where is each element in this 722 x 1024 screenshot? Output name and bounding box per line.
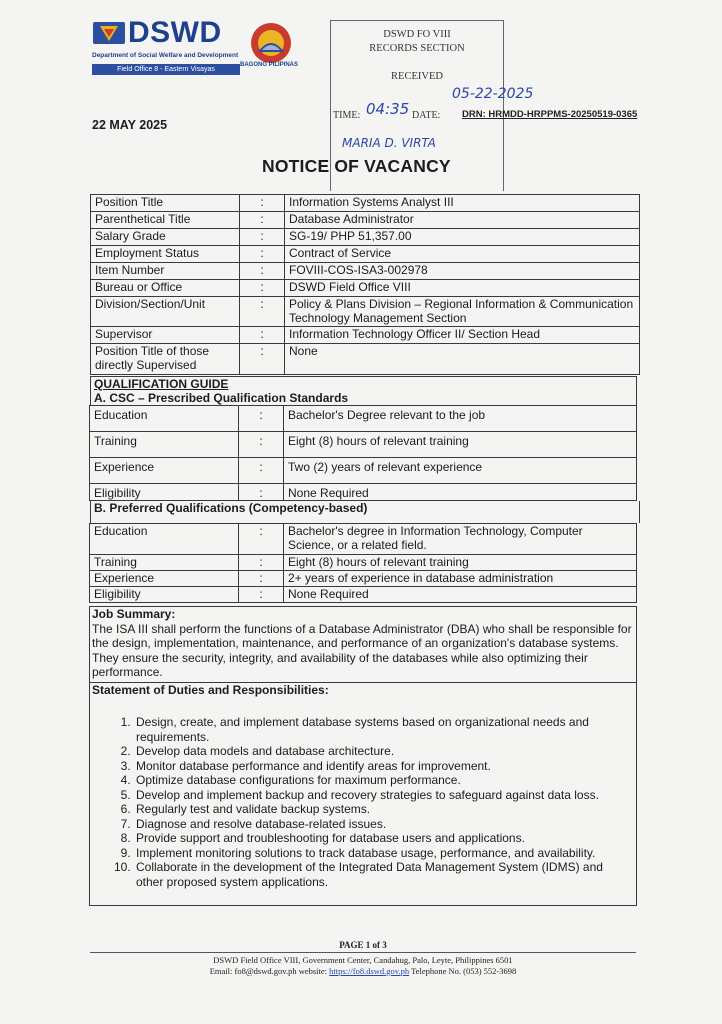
row-colon: : <box>240 280 285 297</box>
list-item: 4. Optimize database configurations for maximum performance. <box>134 773 624 788</box>
table-row <box>90 587 637 603</box>
row-label: Experience <box>90 458 239 484</box>
stamp-date-handwritten: 05-22-2025 <box>452 86 534 102</box>
row-value: Information Systems Analyst III <box>285 195 640 212</box>
row-value: Information Technology Officer II/ Section Head <box>285 327 640 344</box>
row-label: Division/Section/Unit <box>91 297 240 327</box>
qualification-guide-section <box>90 376 637 405</box>
row-value: Eight (8) hours of relevant training <box>284 432 637 458</box>
logo-field-office-bar: Field Office 8 - Eastern Visayas <box>92 64 240 75</box>
row-colon: : <box>240 195 285 212</box>
row-label: Eligibility <box>90 587 239 603</box>
duties-heading: Statement of Duties and Responsibilities: <box>90 682 636 698</box>
stamp-received: RECEIVED <box>391 71 443 82</box>
row-value: Eight (8) hours of relevant training <box>284 555 637 571</box>
stamp-section: RECORDS SECTION <box>369 43 465 54</box>
row-colon: : <box>239 524 284 555</box>
footer-phone: Telephone No. (053) 552-3698 <box>409 966 517 976</box>
stamp-time-handwritten: 04:35 <box>366 100 410 118</box>
row-label: Training <box>90 432 239 458</box>
row-label: Salary Grade <box>91 229 240 246</box>
position-details-table <box>90 194 640 375</box>
job-summary-section <box>89 606 637 906</box>
stamp-office: DSWD FO VIII <box>383 29 451 40</box>
row-value: Policy & Plans Division – Regional Information & Communication Technology Management Section <box>285 297 640 327</box>
row-colon: : <box>240 246 285 263</box>
stamp-time-label: TIME: <box>333 110 361 121</box>
list-item: 6. Regularly test and validate backup systems. <box>134 802 624 817</box>
row-label: Experience <box>90 571 239 587</box>
table-row <box>90 524 637 555</box>
row-label: Education <box>90 524 239 555</box>
list-item: 1. Design, create, and implement database systems based on organizational needs and requirements. <box>134 715 624 744</box>
table-row <box>91 280 640 297</box>
row-colon: : <box>240 263 285 280</box>
table-row <box>90 406 637 432</box>
row-value: None <box>285 344 640 375</box>
row-colon: : <box>239 432 284 458</box>
csc-standards-heading: A. CSC – Prescribed Qualification Standards <box>94 391 349 405</box>
list-item: 10. Collaborate in the development of the Integrated Data Management System (IDMS) and other proposed system applications. <box>134 860 624 889</box>
row-label: Item Number <box>91 263 240 280</box>
row-label: Parenthetical Title <box>91 212 240 229</box>
table-row <box>91 229 640 246</box>
row-colon: : <box>239 458 284 484</box>
table-row <box>90 571 637 587</box>
table-row <box>90 458 637 484</box>
row-value: Two (2) years of relevant experience <box>284 458 637 484</box>
row-value: DSWD Field Office VIII <box>285 280 640 297</box>
dswd-logo <box>92 18 242 76</box>
table-row <box>91 195 640 212</box>
table-row <box>91 212 640 229</box>
row-colon: : <box>239 571 284 587</box>
job-summary-heading: Job Summary: <box>92 607 176 621</box>
list-item: 5. Develop and implement backup and recovery strategies to safeguard against data loss. <box>134 788 624 803</box>
row-value: Bachelor's degree in Information Technology, Computer Science, or a related field. <box>284 524 637 555</box>
csc-standards-table <box>89 405 637 501</box>
table-row <box>91 327 640 344</box>
list-item: 3. Monitor database performance and identify areas for improvement. <box>134 759 624 774</box>
bagong-pilipinas-logo-icon <box>248 20 294 66</box>
page-number: PAGE 1 of 3 <box>339 940 387 950</box>
job-summary-text: The ISA III shall perform the functions of a Database Administrator (DBA) who shall be responsible for the design, implementation, maintenance, and performance of an organization's database systems. They ensure the security, integrity, and availability of the databases while also optimizing their performance. <box>92 621 632 680</box>
row-label: Position Title of those directly Supervised <box>91 344 240 375</box>
logo-subtitle: Department of Social Welfare and Development <box>92 52 239 59</box>
table-row <box>91 297 640 327</box>
document-date: 22 MAY 2025 <box>92 118 168 132</box>
list-item: 7. Diagnose and resolve database-related issues. <box>134 817 624 832</box>
table-row <box>91 263 640 280</box>
footer-divider <box>90 952 636 953</box>
footer-contact <box>90 966 636 976</box>
document-reference-number: DRN: HRMDD-HRPPMS-20250519-0365 <box>462 109 638 120</box>
table-row <box>91 246 640 263</box>
dswd-emblem-icon <box>92 20 126 48</box>
row-value: SG-19/ PHP 51,357.00 <box>285 229 640 246</box>
row-colon: : <box>239 406 284 432</box>
stamp-date-label: DATE: <box>412 110 441 121</box>
list-item: 2. Develop data models and database architecture. <box>134 744 624 759</box>
row-value: None Required <box>284 587 637 603</box>
duties-list <box>90 715 624 889</box>
row-value: None Required <box>284 484 637 501</box>
row-label: Employment Status <box>91 246 240 263</box>
row-colon: : <box>239 587 284 603</box>
row-value: Contract of Service <box>285 246 640 263</box>
row-label: Training <box>90 555 239 571</box>
row-colon: : <box>240 297 285 327</box>
row-label: Eligibility <box>90 484 239 501</box>
row-value: FOVIII-COS-ISA3-002978 <box>285 263 640 280</box>
row-label: Bureau or Office <box>91 280 240 297</box>
footer-website-link[interactable]: https://fo8.dswd.gov.ph <box>329 966 410 976</box>
row-colon: : <box>240 344 285 375</box>
page-title: NOTICE OF VACANCY <box>262 156 451 176</box>
table-row <box>90 432 637 458</box>
row-value: 2+ years of experience in database administration <box>284 571 637 587</box>
row-label: Supervisor <box>91 327 240 344</box>
row-value: Bachelor's Degree relevant to the job <box>284 406 637 432</box>
table-row <box>91 344 640 375</box>
row-colon: : <box>239 555 284 571</box>
row-colon: : <box>240 327 285 344</box>
preferred-qualifications-table <box>89 523 637 603</box>
list-item: 9. Implement monitoring solutions to track database usage, performance, and availability. <box>134 846 624 861</box>
list-item: 8. Provide support and troubleshooting for database users and applications. <box>134 831 624 846</box>
table-row <box>90 555 637 571</box>
row-value: Database Administrator <box>285 212 640 229</box>
row-colon: : <box>239 484 284 501</box>
footer-address: DSWD Field Office VIII, Government Center, Candahug, Palo, Leyte, Philippines 6501 <box>213 955 513 965</box>
row-label: Education <box>90 406 239 432</box>
logo-text: DSWD <box>128 16 222 49</box>
footer-email: Email: fo8@dswd.gov.ph website: <box>209 966 330 976</box>
preferred-qualifications-heading: B. Preferred Qualifications (Competency-based) <box>90 501 640 523</box>
qualification-guide-heading: QUALIFICATION GUIDE <box>94 377 229 391</box>
stamp-signature: MARIA D. VIRTA <box>342 136 436 150</box>
bagong-pilipinas-label: BAGONG PILIPINAS <box>240 62 299 68</box>
row-colon: : <box>240 212 285 229</box>
row-label: Position Title <box>91 195 240 212</box>
row-colon: : <box>240 229 285 246</box>
table-row <box>90 484 637 501</box>
